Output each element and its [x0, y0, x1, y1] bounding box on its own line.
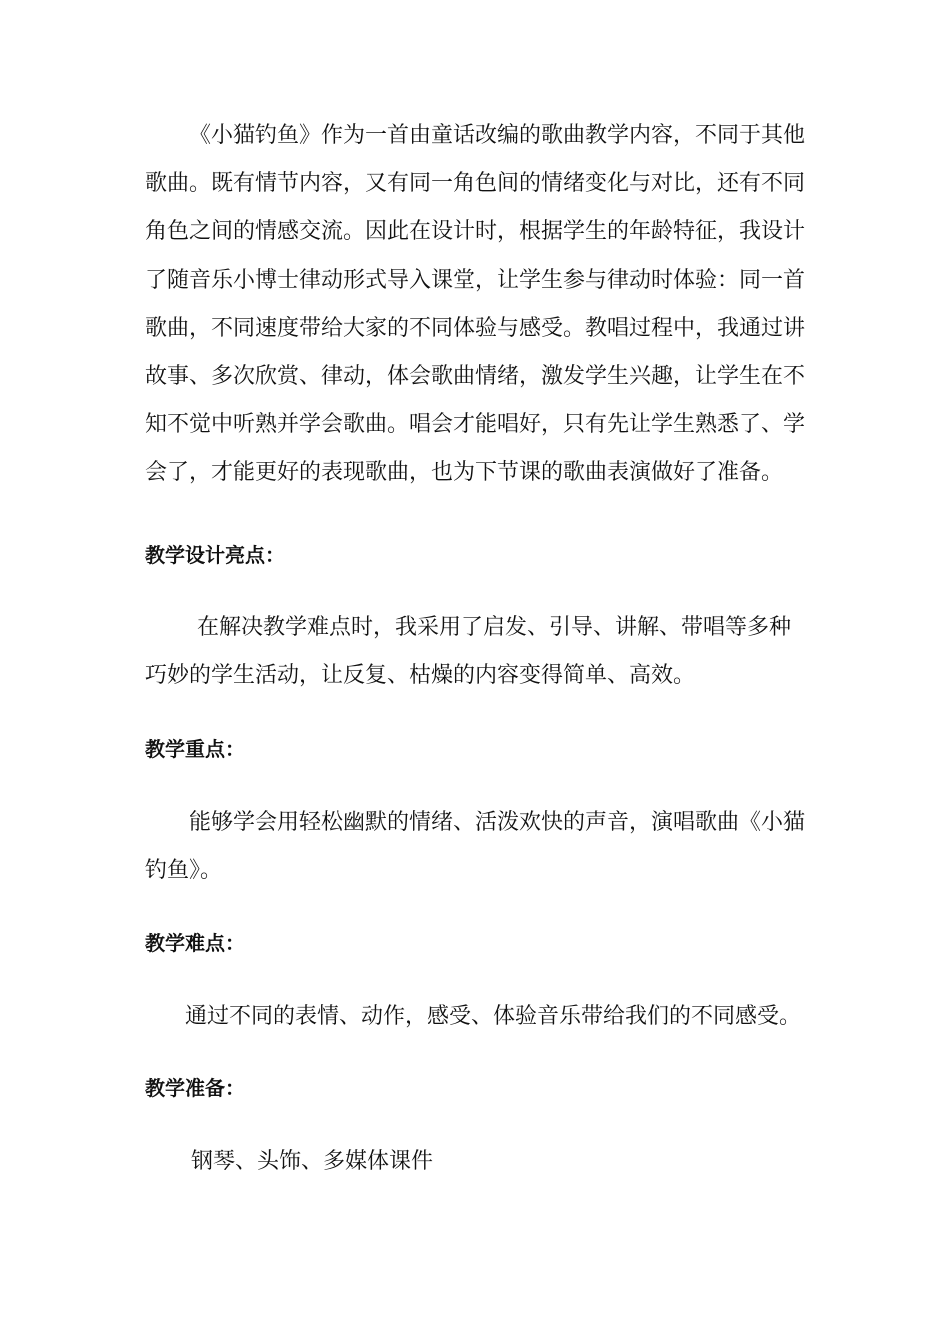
section-heading-difficulties: 教学难点： — [145, 931, 245, 955]
section-body-key-points: 能够学会用轻松幽默的情绪、活泼欢快的声音，演唱歌曲《小猫钓鱼》。 — [145, 810, 806, 884]
section-heading-key-points: 教学重点： — [145, 737, 245, 761]
section-heading-design-highlights: 教学设计亮点： — [145, 543, 285, 567]
section-body-preparation: 钢琴、头饰、多媒体课件 — [191, 1149, 434, 1174]
section-heading-preparation: 教学准备： — [145, 1076, 245, 1100]
section-body-difficulties: 通过不同的表情、动作，感受、体验音乐带给我们的不同感受。 — [185, 1004, 802, 1029]
section-body-design-highlights: 在解决教学难点时，我采用了启发、引导、讲解、带唱等多种巧妙的学生活动，让反复、枯燥的内容变得简单、高效。 — [145, 615, 792, 689]
intro-paragraph: 《小猫钓鱼》作为一首由童话改编的歌曲教学内容，不同于其他歌曲。既有情节内容，又有同一角色间的情绪变化与对比，还有不同角色之间的情感交流。因此在设计时，根据学生的年龄特征，我设计了随音乐小博士律动形式导入课堂，让学生参与律动时体验：同一首歌曲，不同速度带给大家的不同体验与感受。教唱过程中，我通过讲故事、多次欣赏、律动，体会歌曲情绪，激发学生兴趣，让学生在不知不觉中听熟并学会歌曲。唱会才能唱好，只有先让学生熟悉了、学会了，才能更好的表现歌曲，也为下节课的歌曲表演做好了准备。 — [145, 123, 806, 486]
